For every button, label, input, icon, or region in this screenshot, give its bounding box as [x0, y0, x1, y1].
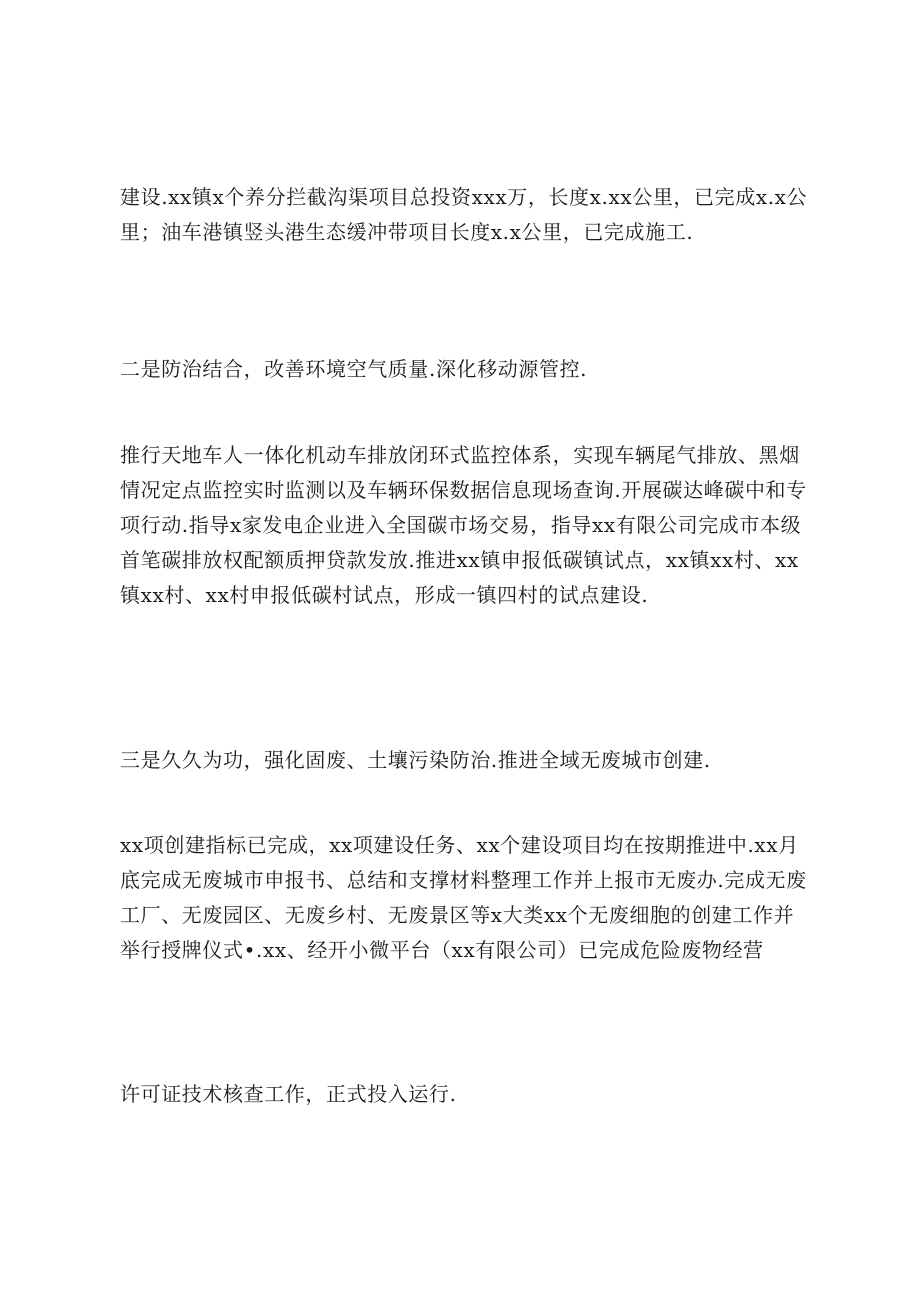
paragraph-zero-waste-city: xx项创建指标已完成，xx项建设任务、xx个建设项目均在按期推进中.xx月底完成无废城市申报书、总结和支撑材料整理工作并上报市无废办.完成无废工厂、无废园区、无废乡村、无废景区等x大类xx个无废细胞的创建工作并举行授牌仪式•.xx、经开小微平台（xx有限公司）已完成危险废物经营 [120, 833, 807, 962]
paragraph-construction-projects: 建设.xx镇x个养分拦截沟渠项目总投资xxx万，长度x.xx公里，已完成x.x公里；油车港镇竖头港生态缓冲带项目长度x.x公里，已完成施工. [120, 185, 808, 244]
paragraph-heading-air-quality: 二是防治结合，改善环境空气质量.深化移动源管控. [120, 357, 588, 381]
paragraph-license-verification: 许可证技术核查工作，正式投入运行. [120, 1082, 457, 1106]
paragraph-vehicle-emission-monitoring: 推行天地车人一体化机动车排放闭环式监控体系，实现车辆尾气排放、黑烟情况定点监控实时监测以及车辆环保数据信息现场查询.开展碳达峰碳中和专项行动.指导x家发电企业进入全国碳市场交易，指导xx有限公司完成市本级首笔碳排放权配额质押贷款发放.推进xx镇申报低碳镇试点，xx镇xx村、xx镇xx村、xx村申报低碳村试点，形成一镇四村的试点建设. [120, 443, 807, 607]
paragraph-heading-solid-waste: 三是久久为功，强化固废、土壤污染防治.推进全域无废城市创建. [120, 748, 711, 772]
